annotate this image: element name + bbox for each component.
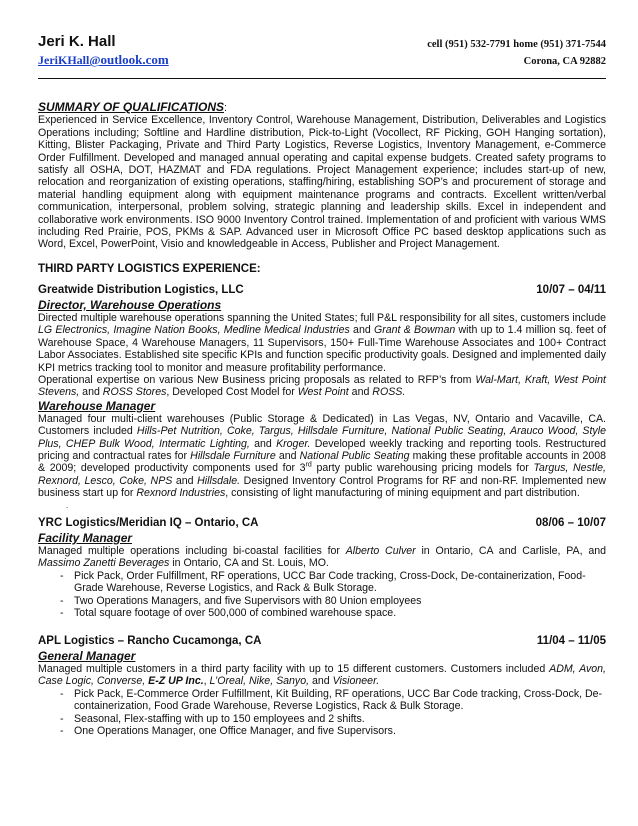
job-title: Warehouse Manager (38, 398, 156, 413)
job-dates: 10/07 – 04/11 (536, 284, 606, 296)
job-title: General Manager (38, 649, 136, 663)
stray-dot: . (66, 500, 69, 510)
job-dates: 08/06 – 10/07 (535, 517, 606, 529)
summary-heading: SUMMARY OF QUALIFICATIONS (38, 100, 224, 114)
phone-numbers: cell (951) 532-7791 home (951) 371-7544 (427, 39, 606, 50)
job-description: Managed multiple customers in a third party facility with up to 15 different customers. Customers included ADM, Avon, Case Logic, Converse, E-Z UP Inc., L’Oreal, Nike, Sanyo, and Visioneer. (38, 663, 606, 688)
list-item: - Seasonal, Flex-staffing with up to 150 employees and 2 shifts. (60, 712, 365, 725)
email-link[interactable] (38, 54, 169, 66)
company-name: Greatwide Distribution Logistics, LLC (38, 284, 244, 296)
city-state-zip: Corona, CA 92882 (523, 56, 606, 67)
job-header (38, 284, 606, 298)
job-bullets (38, 570, 606, 620)
job-header (38, 517, 606, 531)
summary-text: Experienced in Service Excellence, Inventory Control, Warehouse Management, Distribution, Deliverables and Logistics Operations including; Softline and Hardline distribution, Pick-to-Light (Vocollect, RF Picking, GOH Hanging sortation), Kitting, Blister Packaging, Private and Third Party Logistics, Reverse Logistics, Inventory Management, e-Commerce Order Fulfillment. Developed and managed annual operating and capital expense budgets. Created safety programs to satisfy all OSHA, DOT, HAZMAT and FDA regulations. Project Management experience; includes start-up of new, relocation and reorganization of existing operations, staffing/hiring, establishing SOP’s and procurement of storage and material handling equipment along with equipment maintenance programs and contracts. Excellent written/verbal communication, interpersonal, problem solving, strategic planning and leadership skills. Excel in independent and collaborative work environments. ISO 9000 Inventory Control trained. Implementation of and proficient with various WMS including Red Prairie, POS, PKMs & SAP. Advanced user in Microsoft Office PC based desktop applications such as Word, Excel, PowerPoint, Visio and knowledgeable in Access, Publisher and Project Management. (38, 114, 606, 251)
experience-heading: THIRD PARTY LOGISTICS EXPERIENCE: (38, 263, 261, 275)
summary-section (38, 101, 606, 251)
list-item: - Pick Pack, Order Fulfillment, RF operations, UCC Bar Code tracking, Cross-Dock, De-containerization, Food-Grade Warehouse, Reverse Logistics, and Rack & Bulk Storage. (60, 569, 586, 595)
candidate-name: Jeri K. Hall (38, 33, 116, 50)
job-title: Facility Manager (38, 531, 133, 545)
list-item: - Pick Pack, E-Commerce Order Fulfillment, Kit Building, RF operations, UCC Bar Code tracking, Cross-Dock, De-containerization, Food Grade Warehouse, Reverse Logistics, Rack & Bulk Storage. (60, 687, 603, 713)
job-title: Director, Warehouse Operations (38, 298, 222, 312)
job-description: Managed multiple operations including bi-coastal facilities for Alberto Culver in Ontario, CA and Carlisle, PA, and Massimo Zanetti Beverages in Ontario, CA and St. Louis, MO. (38, 545, 606, 570)
job-apl (38, 635, 606, 737)
job-description: Managed four multi-client warehouses (Public Storage & Dedicated) in Las Vegas, NV, Ontario and Vacaville, CA. Customers included Hills-Pet Nutrition, Coke, Targus, Hillsdale Furniture, National Public Seating, Arauco Wood, Style Plus, CHEP Bulk Wood, Intermatic Lighting, and Kroger. Developed weekly tracking and reporting tools. Restructured pricing and contractual rates for Hillsdale Furniture and National Public Seating making these profitable accounts in 2008 & 2009; developed productivity components used for 3rd party public warehousing pricing models for Targus, Nestle, Rexnord, Lesco, Coke, NPS and Hillsdale. Designed Inventory Control Programs for RF and non-RF. Implemented new business start up for Rexnord Industries, consisting of light manufacturing of mining equipment and part distribution. (38, 412, 607, 500)
header-row-2 (38, 54, 606, 72)
job-header (38, 635, 606, 649)
job-description: Directed multiple warehouse operations spanning the United States; full P&L responsibility for all sites, customers include LG Electronics, Imagine Nation Books, Medline Medical Industries and Grant & Bowman with up to 1.4 million sq. feet of Warehouse Space, 4 Warehouse Managers, 11 Supervisors, 150+ Full-Time Warehouse Associates and 100+ Contract Labor Associates. Established site specific KPIs and function specific productivity goals. Designed and implemented daily KPI metrics tracking tool to monitor and measure profitability performance. (38, 312, 607, 374)
summary-heading-suffix: : (224, 102, 227, 114)
job-dates: 11/04 – 11/05 (536, 635, 606, 647)
list-item: - Total square footage of over 500,000 of combined warehouse space. (60, 607, 397, 620)
job-description: Operational expertise on various New Business pricing proposals as related to RFP’s from Wal-Mart, Kraft, West Point Stevens, and ROSS Stores, Developed Cost Model for West Point and ROSS. (38, 374, 606, 399)
job-bullets (38, 688, 606, 738)
email-domain: outlook.com (100, 52, 169, 67)
company-name: YRC Logistics/Meridian IQ – Ontario, CA (38, 517, 259, 529)
company-name: APL Logistics – Rancho Cucamonga, CA (38, 635, 262, 647)
list-item: - One Operations Manager, one Office Manager, and five Supervisors. (60, 725, 396, 738)
email-user: JeriKHall@ (38, 53, 101, 67)
list-item: - Two Operations Managers, and five Supervisors with 80 Union employees (60, 594, 422, 607)
job-greatwide (38, 284, 606, 512)
header-divider (38, 78, 606, 79)
job-yrc (38, 517, 606, 619)
